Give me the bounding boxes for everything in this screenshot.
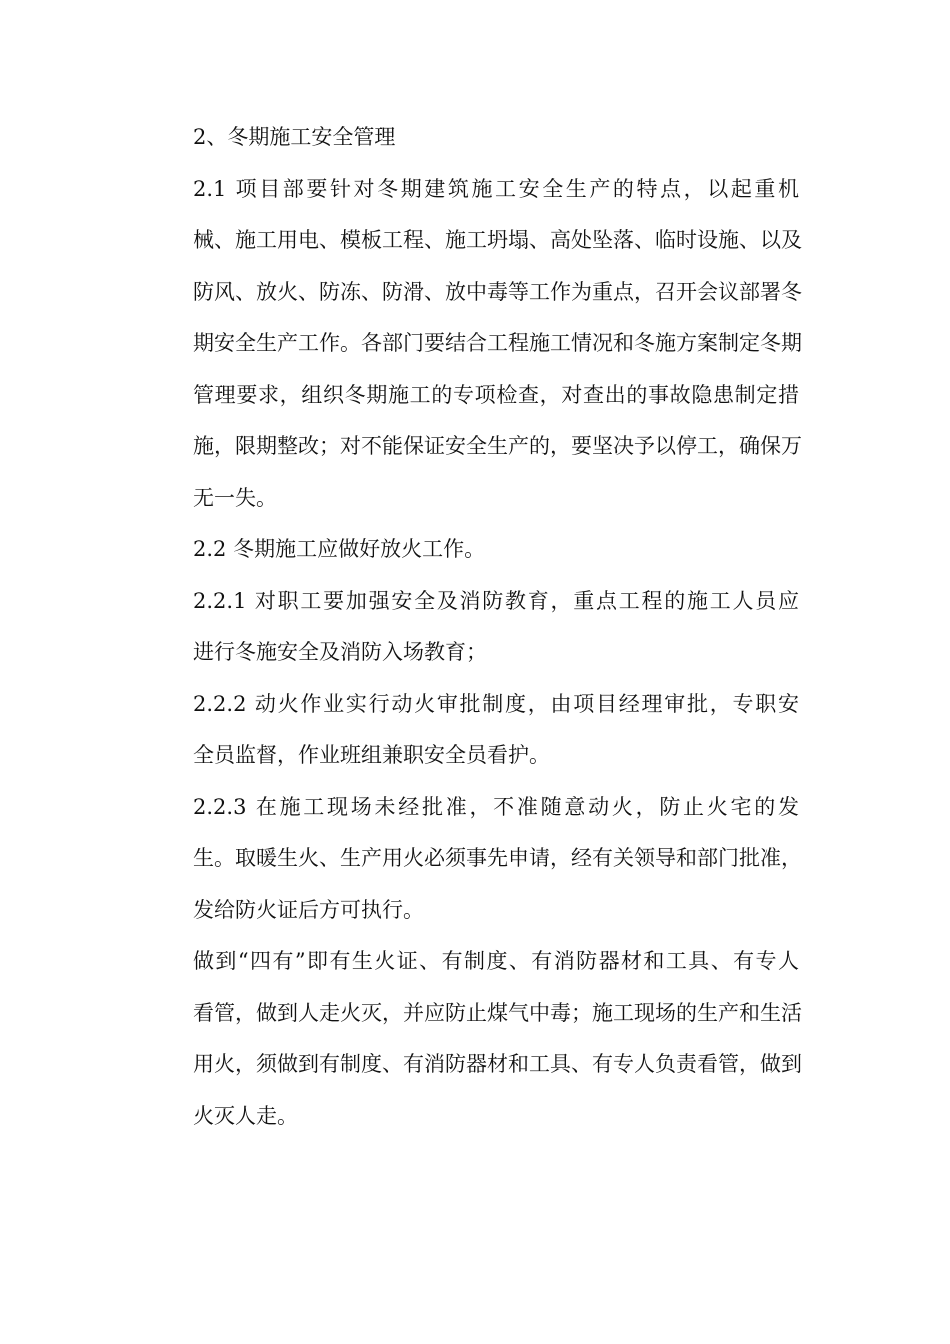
text-line: 2.2.3 在施工现场未经批准，不准随意动火，防止火宅的发 bbox=[193, 794, 799, 819]
text-line: 期安全生产工作。各部门要结合工程施工情况和冬施方案制定冬期 bbox=[193, 331, 802, 355]
text-line: 2、冬期施工安全管理 bbox=[193, 125, 396, 149]
text-line: 看管，做到人走火灭，并应防止煤气中毒；施工现场的生产和生活 bbox=[193, 1000, 802, 1025]
text-line: 全员监督，作业班组兼职安全员看护。 bbox=[193, 743, 550, 767]
text-line: 械、施工用电、模板工程、施工坍塌、高处坠落、临时设施、以及 bbox=[193, 228, 802, 252]
text-line: 用火，须做到有制度、有消防器材和工具、有专人负责看管，做到 bbox=[193, 1052, 802, 1076]
text-line: 无一失。 bbox=[193, 485, 277, 510]
text-line: 2.2.1 对职工要加强安全及消防教育，重点工程的施工人员应 bbox=[193, 588, 799, 613]
text-line: 发给防火证后方可执行。 bbox=[193, 897, 424, 922]
text-line: 施，限期整改；对不能保证安全生产的，要坚决予以停工，确保万 bbox=[193, 434, 802, 458]
text-line: 2.1 项目部要针对冬期建筑施工安全生产的特点，以起重机 bbox=[193, 176, 799, 201]
document-body bbox=[151, 112, 802, 1142]
text-line: 做到“四有”即有生火证、有制度、有消防器材和工具、有专人 bbox=[193, 949, 799, 973]
paragraph-para-2-2-1 bbox=[151, 576, 799, 679]
paragraph-para-four bbox=[151, 936, 802, 1142]
paragraph-para-2-2-3 bbox=[151, 782, 802, 937]
text-line: 进行冬施安全及消防入场教育； bbox=[193, 640, 487, 664]
paragraph-para-2-1 bbox=[151, 164, 802, 525]
text-line: 火灭人走。 bbox=[193, 1103, 298, 1128]
text-line: 管理要求，组织冬期施工的专项检查，对查出的事故隐患制定措 bbox=[193, 382, 799, 407]
text-line: 防风、放火、防冻、防滑、放中毒等工作为重点，召开会议部署冬 bbox=[193, 279, 802, 304]
paragraph-para-2-2 bbox=[151, 524, 799, 576]
text-line: 生。取暖生火、生产用火必须事先申请，经有关领导和部门批准， bbox=[193, 846, 802, 870]
text-line: 2.2 冬期施工应做好放火工作。 bbox=[193, 537, 486, 561]
paragraph-heading-2 bbox=[151, 112, 799, 164]
paragraph-para-2-2-2 bbox=[151, 679, 799, 782]
text-line: 2.2.2 动火作业实行动火审批制度，由项目经理审批，专职安 bbox=[193, 691, 799, 716]
